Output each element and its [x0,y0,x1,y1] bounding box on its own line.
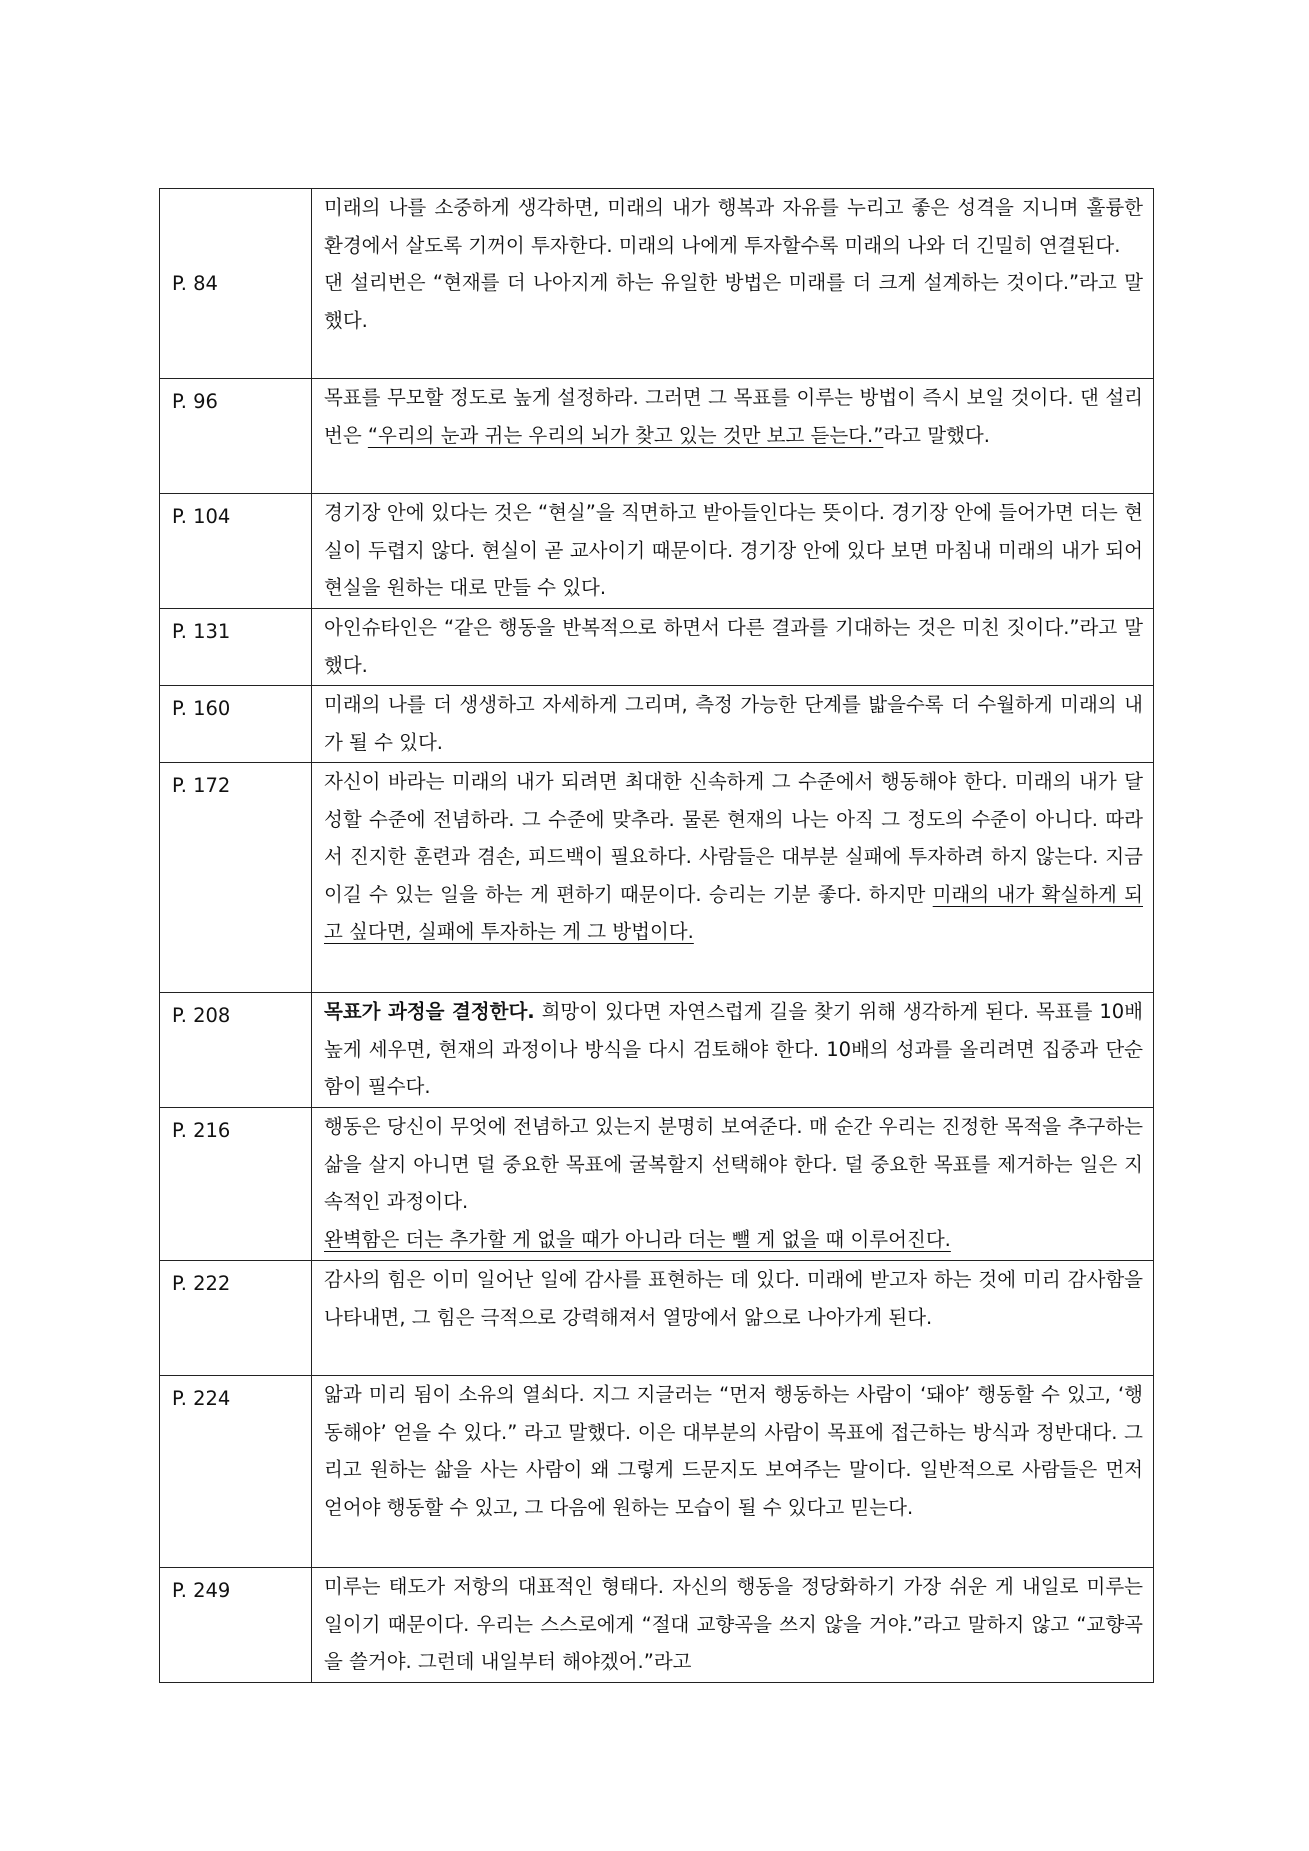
table-row [160,763,1154,993]
table-row [160,379,1154,494]
page-number: P. 224 [172,1387,231,1410]
note-cell [312,189,1154,379]
page-number-cell [160,686,312,763]
page-number: P. 96 [172,390,218,413]
page-number-cell [160,609,312,686]
page-number-cell [160,1108,312,1261]
note-cell [312,609,1154,686]
bold-heading: 목표가 과정을 결정한다. [324,1000,535,1023]
note-text: 댄 설리번은 “현재를 더 나아지게 하는 유일한 방법은 미래를 더 크게 설계하는 것이다.”라고 말했다. [324,271,1143,332]
note-text: 자신이 바라는 미래의 내가 되려면 최대한 신속하게 그 수준에서 행동해야 한다. 미래의 내가 달성할 수준에 전념하라. 그 수준에 맞추라. 물론 현재의 나는 아직 그 정도의 수준이 아니다. 따라서 진지한 훈련과 겸손, 피드백이 필요하다. 사람들은 대부분 실패에 투자하려 하지 않는다. 지금 이길 수 있는 일을 하는 게 편하기 때문이다. 승리는 기분 좋다. 하지만 [324,770,1143,906]
note-text: 경기장 안에 있다는 것은 “현실”을 직면하고 받아들인다는 뜻이다. 경기장 안에 들어가면 더는 현실이 두렵지 않다. 현실이 곧 교사이기 때문이다. 경기장 안에 있다 보면 마침내 미래의 내가 되어 현실을 원하는 대로 만들 수 있다. [324,501,1143,600]
table-row [160,1261,1154,1376]
note-cell [312,494,1154,609]
table-row [160,189,1154,379]
table-row [160,494,1154,609]
table-row [160,1568,1154,1683]
page-number-cell [160,189,312,379]
page-number-cell [160,379,312,494]
table-row [160,1376,1154,1568]
page-number: P. 222 [172,1272,231,1295]
underlined-text: 미래의 내가 확실하게 되고 싶다면, 실패에 투자하는 게 그 방법이다. [324,882,1143,944]
page-number: P. 208 [172,1004,231,1027]
notes-table [159,188,1154,1683]
note-text: 라고 말했다. [883,423,990,447]
note-text: 앎과 미리 됨이 소유의 열쇠다. 지그 지글러는 “먼저 행동하는 사람이 ‘돼야’ 행동할 수 있고, ‘행동해야’ 얻을 수 있다.” 라고 말했다. 이은 대부분의 사람이 목표에 접근하는 방식과 정반대다. 그리고 원하는 삶을 사는 사람이 왜 그렇게 드문지도 보여주는 말이다. 일반적으로 사람들은 먼저 얻어야 행동할 수 있고, 그 다음에 원하는 모습이 될 수 있다고 믿는다. [324,1383,1143,1519]
page-number: P. 160 [172,697,231,720]
note-cell [312,1568,1154,1683]
page-number-cell [160,993,312,1108]
page-number: P. 104 [172,505,231,528]
page-number: P. 249 [172,1579,231,1602]
note-text: 행동은 당신이 무엇에 전념하고 있는지 분명히 보여준다. 매 순간 우리는 진정한 목적을 추구하는 삶을 살지 아니면 덜 중요한 목표에 굴복할지 선택해야 한다. 덜 중요한 목표를 제거하는 일은 지속적인 과정이다. [324,1115,1143,1214]
page-number-cell [160,494,312,609]
underlined-text: 완벽함은 더는 추가할 게 없을 때가 아니라 더는 뺄 게 없을 때 이루어진다. [324,1227,951,1251]
table-row [160,609,1154,686]
note-text: 희망이 있다면 자연스럽게 길을 찾기 위해 생각하게 된다. 목표를 10배 높게 세우면, 현재의 과정이나 방식을 다시 검토해야 한다. 10배의 성과를 올리려면 집중과 단순함이 필수다. [324,1000,1143,1099]
page-number: P. 216 [172,1119,231,1142]
note-cell [312,686,1154,763]
table-row [160,993,1154,1108]
page-number: P. 172 [172,774,231,797]
page-number-cell [160,1376,312,1568]
table-row [160,1108,1154,1261]
page-number: P. 131 [172,620,231,643]
underlined-quote: “우리의 눈과 귀는 우리의 뇌가 찾고 있는 것만 보고 듣는다.” [367,423,884,447]
note-cell [312,1261,1154,1376]
note-text: 미래의 나를 더 생생하고 자세하게 그리며, 측정 가능한 단계를 밟을수록 더 수월하게 미래의 내가 될 수 있다. [324,693,1143,754]
note-text: 미루는 태도가 저항의 대표적인 형태다. 자신의 행동을 정당화하기 가장 쉬운 게 내일로 미루는 일이기 때문이다. 우리는 스스로에게 “절대 교향곡을 쓰지 않을 거야.”라고 말하지 않고 “교향곡을 쓸거야. 그런데 내일부터 해야겠어.”라고 [324,1575,1143,1674]
page-number-cell [160,1261,312,1376]
table-row [160,686,1154,763]
page-number: P. 84 [172,271,218,295]
note-cell [312,1108,1154,1261]
page-number-cell [160,763,312,993]
page-number-cell [160,1568,312,1683]
note-cell [312,993,1154,1108]
note-cell [312,1376,1154,1568]
note-cell [312,379,1154,494]
note-text: 아인슈타인은 “같은 행동을 반복적으로 하면서 다른 결과를 기대하는 것은 미친 짓이다.”라고 말했다. [324,616,1143,677]
note-cell [312,763,1154,993]
note-text: 목표를 무모할 정도로 높게 설정하라. 그러면 그 목표를 이루는 방법이 즉시 보일 것이다. 댄 설리번은 [324,386,1143,447]
note-text: 감사의 힘은 이미 일어난 일에 감사를 표현하는 데 있다. 미래에 받고자 하는 것에 미리 감사함을 나타내면, 그 힘은 극적으로 강력해져서 열망에서 앎으로 나아가게 된다. [324,1268,1143,1329]
note-text: 미래의 나를 소중하게 생각하면, 미래의 내가 행복과 자유를 누리고 좋은 성격을 지니며 훌륭한 환경에서 살도록 기꺼이 투자한다. 미래의 나에게 투자할수록 미래의 나와 더 긴밀히 연결된다. [324,196,1143,257]
